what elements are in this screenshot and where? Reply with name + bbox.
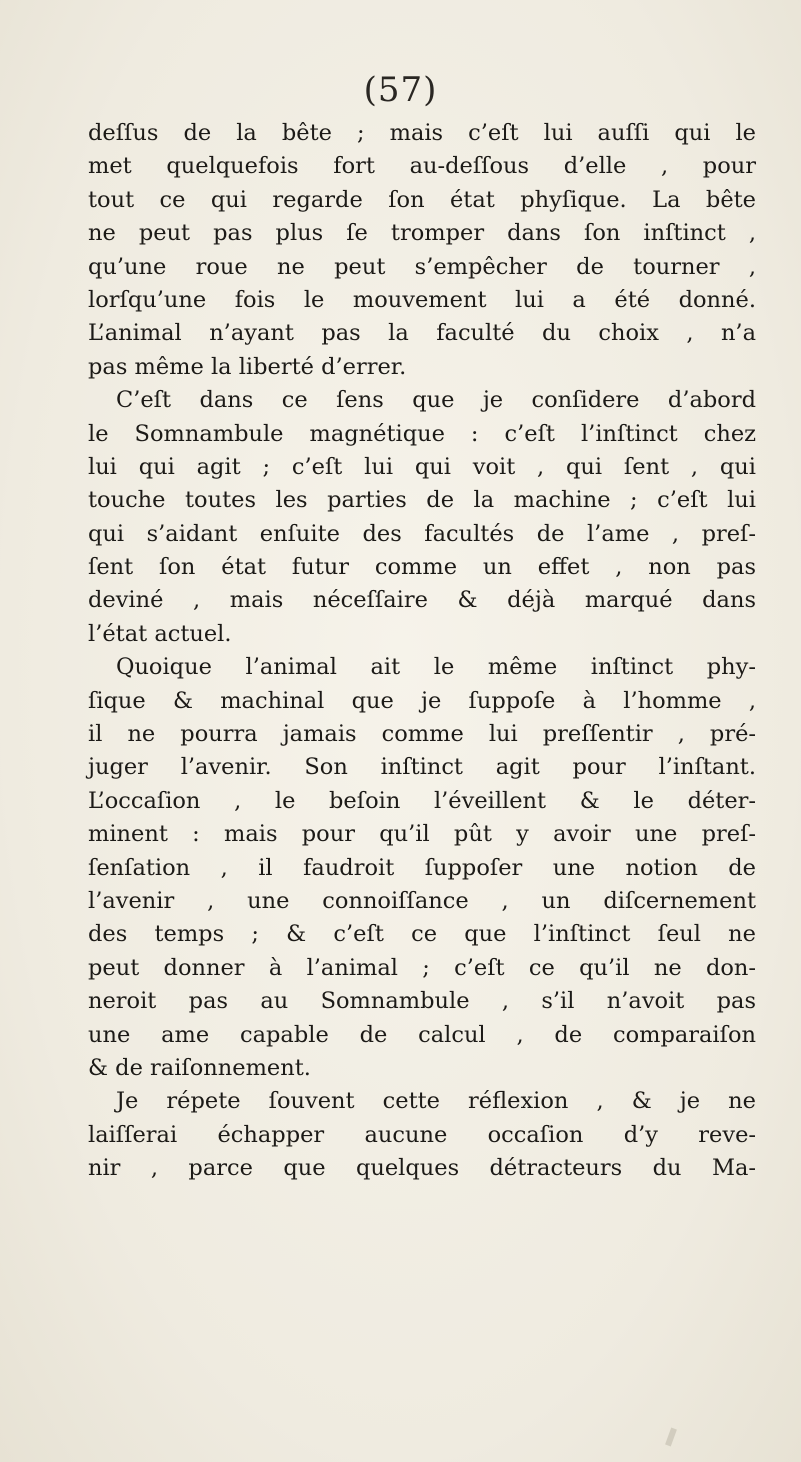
text-line: ne peut pas plus ſe tromper dans ſon inſtinct , bbox=[88, 220, 756, 247]
text-line: deviné , mais néceſſaire & déjà marqué dans bbox=[88, 587, 756, 614]
text-line: pas même la liberté d’errer. bbox=[88, 353, 407, 380]
page-number: (57) bbox=[363, 70, 438, 110]
text-line: met quelquefois fort au-deſſous d’elle , pour bbox=[88, 153, 756, 180]
text-line: le Somnambule magnétique : c’eſt l’inſtinct chez bbox=[88, 420, 756, 447]
body-text bbox=[88, 117, 756, 1186]
text-line: touche toutes les parties de la machine ; c’eſt lui bbox=[88, 487, 756, 514]
text-line: qu’une roue ne peut s’empêcher de tourner , bbox=[88, 253, 756, 280]
text-line: nir , parce que quelques détracteurs du Ma- bbox=[88, 1155, 756, 1182]
paragraph-start-line: Quoique l’animal ait le même inſtinct phy- bbox=[116, 654, 756, 681]
text-line: des temps ; & c’eſt ce que l’inſtinct ſeul ne bbox=[88, 921, 756, 948]
text-line: une ame capable de calcul , de comparaiſon bbox=[88, 1021, 756, 1048]
text-line: neroit pas au Somnambule , s’il n’avoit pas bbox=[88, 988, 756, 1015]
text-line: juger l’avenir. Son inſtinct agit pour l’inſtant. bbox=[88, 754, 756, 781]
text-line: lui qui agit ; c’eſt lui qui voit , qui ſent , qui bbox=[88, 453, 756, 480]
text-line: qui s’aidant enſuite des facultés de l’ame , preſ- bbox=[88, 520, 756, 547]
text-line: & de raiſonnement. bbox=[88, 1054, 311, 1081]
text-line: lorſqu’une fois le mouvement lui a été donné. bbox=[88, 286, 756, 313]
text-line: tout ce qui regarde ſon état phyſique. La bête bbox=[88, 186, 756, 213]
text-line: L’animal n’ayant pas la faculté du choix , n’a bbox=[88, 320, 756, 347]
paragraph-start-line: Je répete ſouvent cette réflexion , & je ne bbox=[116, 1088, 756, 1115]
text-line: ſent ſon état futur comme un effet , non pas bbox=[88, 554, 756, 581]
text-line: il ne pourra jamais comme lui preſſentir , pré- bbox=[88, 721, 756, 748]
text-line: l’état actuel. bbox=[88, 620, 232, 647]
text-line: peut donner à l’animal ; c’eſt ce qu’il ne don- bbox=[88, 954, 756, 981]
text-line: L’occaſion , le beſoin l’éveillent & le déter- bbox=[88, 787, 756, 814]
text-line: deſſus de la bête ; mais c’eſt lui auſſi qui le bbox=[88, 120, 756, 146]
text-line: ſique & machinal que je ſuppoſe à l’homme , bbox=[88, 687, 756, 714]
text-line: ſenſation , il faudroit ſuppoſer une notion de bbox=[88, 854, 756, 881]
text-line: laiſſerai échapper aucune occaſion d’y reve- bbox=[88, 1121, 756, 1148]
text-line: l’avenir , une connoiſſance , un diſcernement bbox=[88, 887, 756, 914]
text-line: minent : mais pour qu’il pût y avoir une preſ- bbox=[88, 821, 756, 848]
paragraph-start-line: C’eſt dans ce ſens que je conſidere d’abord bbox=[116, 387, 756, 414]
ink-mark bbox=[665, 1428, 677, 1447]
